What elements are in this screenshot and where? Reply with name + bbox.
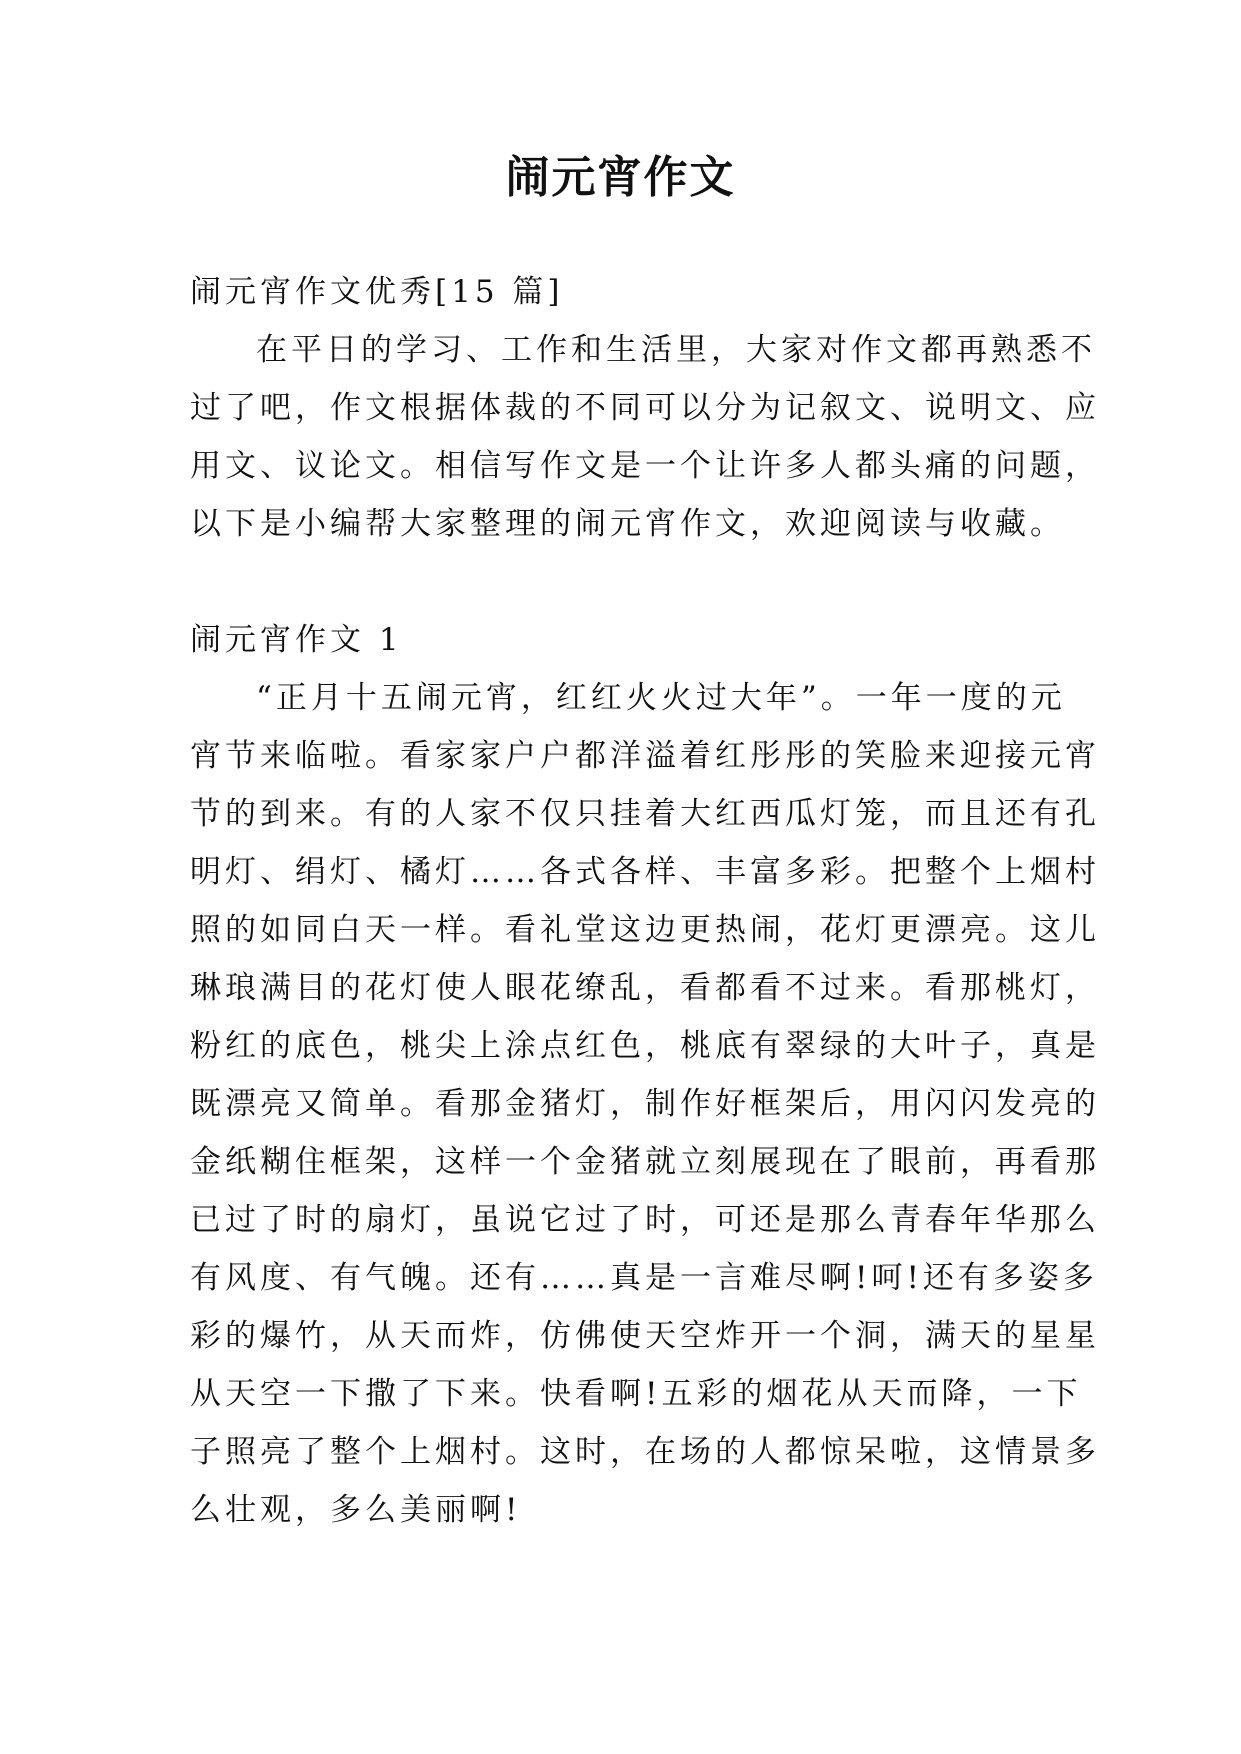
intro-heading: 闹元宵作文优秀[15 篇]	[190, 274, 564, 310]
essay1-line: 照的如同白天一样。看礼堂这边更热闹，花灯更漂亮。这儿	[190, 912, 1100, 948]
essay1-line: 彩的爆竹，从天而炸，仿佛使天空炸开一个洞，满天的星星	[190, 1318, 1100, 1354]
document-body	[190, 263, 1100, 1539]
essay1-line: 宵节来临啦。看家家户户都洋溢着红彤彤的笑脸来迎接元宵	[190, 738, 1100, 774]
intro-paragraph	[190, 321, 1100, 553]
intro-line: 用文、议论文。相信写作文是一个让许多人都头痛的问题，	[190, 448, 1100, 484]
essay1-line: 节的到来。有的人家不仅只挂着大红西瓜灯笼，而且还有孔	[190, 796, 1100, 832]
essay1-line: 明灯、绢灯、橘灯……各式各样、丰富多彩。把整个上烟村	[190, 854, 1100, 890]
essay1-line: 金纸糊住框架，这样一个金猪就立刻展现在了眼前，再看那	[190, 1144, 1100, 1180]
intro-line: 在平日的学习、工作和生活里，大家对作文都再熟悉不	[256, 332, 1096, 368]
essay1-line: 既漂亮又简单。看那金猪灯，制作好框架后，用闪闪发亮的	[190, 1086, 1100, 1122]
essay1-line: 子照亮了整个上烟村。这时，在场的人都惊呆啦，这情景多	[190, 1434, 1100, 1470]
essay1-line: 粉红的底色，桃尖上涂点红色，桃底有翠绿的大叶子，真是	[190, 1028, 1100, 1064]
essay1-line: 么壮观，多么美丽啊!	[190, 1492, 522, 1528]
essay1-line: 有风度、有气魄。还有……真是一言难尽啊!呵!还有多姿多	[190, 1260, 1098, 1296]
essay1-paragraph	[190, 669, 1100, 1539]
essay1-heading: 闹元宵作文 1	[190, 622, 403, 658]
section-gap	[190, 553, 1052, 611]
essay1-line: 琳琅满目的花灯使人眼花缭乱，看都看不过来。看那桃灯，	[190, 970, 1100, 1006]
essay1-line: “正月十五闹元宵，红红火火过大年”。一年一度的元	[256, 680, 1066, 716]
intro-line: 以下是小编帮大家整理的闹元宵作文，欢迎阅读与收藏。	[190, 506, 1065, 542]
essay1-line: 从天空一下撒了下来。快看啊!五彩的烟花从天而降，一下	[190, 1376, 1082, 1412]
essay1-line: 已过了时的扇灯，虽说它过了时，可还是那么青春年华那么	[190, 1202, 1100, 1238]
intro-line: 过了吧，作文根据体裁的不同可以分为记叙文、说明文、应	[190, 390, 1100, 426]
document-title: 闹元宵作文	[505, 152, 736, 203]
